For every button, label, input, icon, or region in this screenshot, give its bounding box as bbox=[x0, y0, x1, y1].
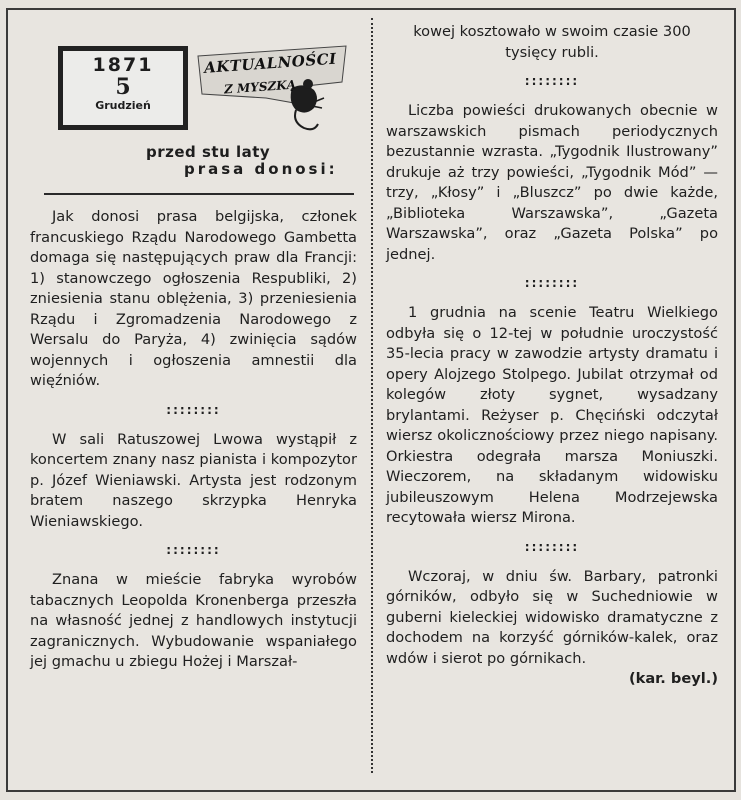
date-month: Grudzień bbox=[95, 99, 151, 112]
kicker-line-2: prasa donosi: bbox=[184, 160, 338, 178]
logo-subtitle: Z MYSZKĄ bbox=[223, 77, 297, 97]
date-box-inner bbox=[63, 51, 183, 125]
column-divider bbox=[371, 18, 373, 773]
separator: :::::::: bbox=[524, 276, 580, 290]
separator: :::::::: bbox=[524, 74, 580, 88]
article-gambetta: Jak donosi prasa belgijska, członek francuskiego Rządu Narodowego Gambetta domaga się następujących praw dla Francji: 1) stanowczego ogłoszenia Respubliki, 2) zniesienia stanu oblężenia, 3) przeniesienia Rządu i Zgromadzenia Narodowego z Wersalu do Paryża, 4) zwinięcia sądów wojennych i ogłoszenia amnestii dla więźniów. bbox=[30, 208, 357, 389]
column-logo bbox=[196, 42, 350, 134]
article-kronenberg-continued: kowej kosztowało w swoim czasie 300 tysięcy rubli. bbox=[413, 23, 691, 61]
date-box bbox=[58, 46, 188, 130]
date-year: 1871 bbox=[92, 54, 154, 76]
article-barbara-day: Wczoraj, w dniu św. Barbary, patronki górników, odbyło się w Suchedniowie w guberni kieleckiej widowisko dramatyczne z dochodem na korzyść górników-kalek, oraz wdów i sierot po górnikach. bbox=[386, 567, 718, 667]
left-column bbox=[30, 207, 357, 673]
header-rule bbox=[44, 193, 354, 195]
date-day: 5 bbox=[115, 74, 131, 100]
article-wieniawski: W sali Ratuszowej Lwowa wystąpił z koncertem znany nasz pianista i kompozytor p. Józef Wieniawski. Artysta jest rodzonym bratem naszego skrzypka Henryka Wieniawskiego. bbox=[30, 430, 357, 530]
separator: :::::::: bbox=[524, 539, 580, 554]
author-signature: (kar. beyl.) bbox=[628, 670, 718, 687]
logo-title: AKTUALNOŚCI bbox=[203, 49, 338, 77]
separator: :::::::: bbox=[166, 543, 221, 557]
kicker-line-1: przed stu laty bbox=[146, 143, 271, 161]
article-stolpe-jubilee: 1 grudnia na scenie Teatru Wielkiego odbyła się o 12-tej w południe uroczystość 35-lecia pracy w zawodzie artysty dramatu i opery Alojzego Stolpego. Jubilat otrzymał od kolegów złoty sygnet, wysadzany brylantami. Reżyser p. Chęciński odczytał wiersz okolicznościowy przez niego napisany. Orkiestra odegrała marsza Moniuszki. Wieczorem, na składanym widowisku jubileuszowym Helena Modrzejewska recytowała wiersz Mirona. bbox=[386, 304, 718, 526]
separator: :::::::: bbox=[166, 402, 221, 417]
right-column bbox=[386, 22, 718, 690]
article-novels: Liczba powieści drukowanych obecnie w warszawskich pismach periodycznych bezustannie wzrasta. „Tygodnik Ilustrowany” drukuje aż trzy powieści, „Tygodnik Mód” — trzy, „Kłosy” i „Bluszcz” po dwie każde, „Biblioteka Warszawska”, „Gazeta Warszawska”, oraz „Gazeta Polska” po jednej. bbox=[386, 102, 718, 263]
article-kronenberg: Znana w mieście fabryka wyrobów tabacznych Leopolda Kronenberga przeszła na własność jednej z handlowych instytucji zagranicznych. Wybudowanie wspaniałego jej gmachu u zbiegu Hożej i Marszał- bbox=[30, 571, 357, 670]
